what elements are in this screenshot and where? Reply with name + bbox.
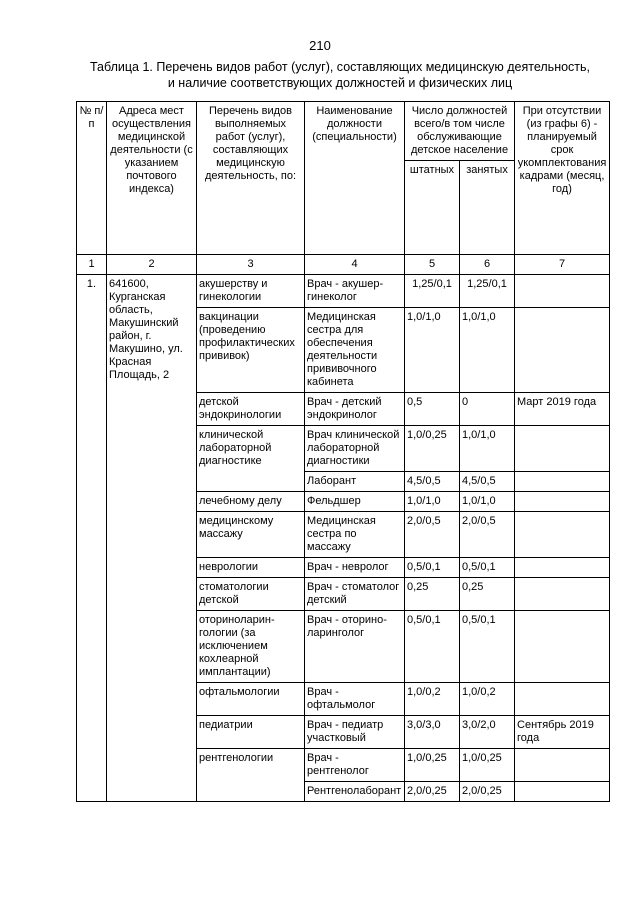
completion-term xyxy=(515,611,610,683)
staff-count: 1,0/0,25 xyxy=(405,749,460,782)
work-type: медицинскому массажу xyxy=(197,512,305,558)
completion-term xyxy=(515,683,610,716)
title-line-1: Таблица 1. Перечень видов работ (услуг), составляющих медицинскую деятельность, xyxy=(89,60,591,74)
header-works: Перечень видов выполняемых работ (услуг), составляющих медицинскую деятельность, по: xyxy=(197,102,305,255)
header-positions-count: Число должностей всего/в том числе обслуживающие детское население xyxy=(405,102,515,161)
work-type: рентгенологии xyxy=(197,749,305,802)
occupied-count: 1,0/1,0 xyxy=(460,308,515,393)
staff-count: 1,0/0,25 xyxy=(405,426,460,472)
occupied-count: 2,0/0,25 xyxy=(460,782,515,802)
staff-count: 1,0/0,2 xyxy=(405,683,460,716)
header-num: № п/п xyxy=(77,102,107,255)
position-name: Рентгенолаборант xyxy=(305,782,405,802)
position-name: Врач - стоматолог детский xyxy=(305,578,405,611)
staff-count: 0,5/0,1 xyxy=(405,558,460,578)
occupied-count: 1,0/1,0 xyxy=(460,492,515,512)
header-address: Адреса мест осуществления медицинской деятельности (с указанием почтового индекса) xyxy=(107,102,197,255)
staff-count: 0,5/0,1 xyxy=(405,611,460,683)
position-name: Врач - невролог xyxy=(305,558,405,578)
completion-term: Сентябрь 2019 года xyxy=(515,716,610,749)
work-type: клинической лабораторной диагностике xyxy=(197,426,305,492)
table-row xyxy=(77,275,610,308)
title-line-2: и наличие соответствующих должностей и физических лиц xyxy=(167,75,513,90)
occupied-count: 1,0/0,2 xyxy=(460,683,515,716)
page-number: 210 xyxy=(309,38,331,53)
occupied-count: 0,5/0,1 xyxy=(460,558,515,578)
header-term: При отсутствии (из графы 6) - планируемый срок укомплектования кадрами (месяц, год) xyxy=(515,102,610,255)
position-name: Лаборант xyxy=(305,472,405,492)
position-name: Врач - рентгенолог xyxy=(305,749,405,782)
work-type: вакцинации (проведению профилактических прививок) xyxy=(197,308,305,393)
header-occupied: занятых xyxy=(460,161,515,255)
position-name: Врач - оторино-ларинголог xyxy=(305,611,405,683)
work-type: лечебному делу xyxy=(197,492,305,512)
col-number: 2 xyxy=(107,255,197,275)
position-name: Фельдшер xyxy=(305,492,405,512)
position-name: Медицинская сестра для обеспечения деятельности прививочного кабинета xyxy=(305,308,405,393)
position-name: Врач клинической лабораторной диагностики xyxy=(305,426,405,472)
column-numbers-row xyxy=(77,255,610,275)
occupied-count: 1,25/0,1 xyxy=(460,275,515,308)
work-type: педиатрии xyxy=(197,716,305,749)
position-name: Врач - детский эндокринолог xyxy=(305,393,405,426)
completion-term xyxy=(515,749,610,782)
col-number: 7 xyxy=(515,255,610,275)
header-staff: штатных xyxy=(405,161,460,255)
staff-count: 0,25 xyxy=(405,578,460,611)
completion-term xyxy=(515,558,610,578)
staff-count: 1,25/0,1 xyxy=(405,275,460,308)
staff-count: 4,5/0,5 xyxy=(405,472,460,492)
staff-count: 2,0/0,5 xyxy=(405,512,460,558)
completion-term xyxy=(515,782,610,802)
completion-term xyxy=(515,512,610,558)
work-type: стоматологии детской xyxy=(197,578,305,611)
work-type: детской эндокринологии xyxy=(197,393,305,426)
occupied-count: 1,0/1,0 xyxy=(460,426,515,472)
occupied-count: 3,0/2,0 xyxy=(460,716,515,749)
staff-count: 1,0/1,0 xyxy=(405,308,460,393)
staff-count: 0,5 xyxy=(405,393,460,426)
completion-term xyxy=(515,578,610,611)
occupied-count: 4,5/0,5 xyxy=(460,472,515,492)
position-name: Врач - акушер-гинеколог xyxy=(305,275,405,308)
work-type: оториноларин-гологии (за исключением кохлеарной имплантации) xyxy=(197,611,305,683)
work-type: неврологии xyxy=(197,558,305,578)
col-number: 6 xyxy=(460,255,515,275)
completion-term xyxy=(515,308,610,393)
header-position: Наименование должности (специальности) xyxy=(305,102,405,255)
header-row xyxy=(77,102,610,161)
completion-term: Март 2019 года xyxy=(515,393,610,426)
completion-term xyxy=(515,275,610,308)
occupied-count: 2,0/0,5 xyxy=(460,512,515,558)
position-name: Врач - педиатр участковый xyxy=(305,716,405,749)
col-number: 5 xyxy=(405,255,460,275)
occupied-count: 0,5/0,1 xyxy=(460,611,515,683)
works-table xyxy=(76,101,610,802)
completion-term xyxy=(515,492,610,512)
position-name: Врач - офтальмолог xyxy=(305,683,405,716)
staff-count: 3,0/3,0 xyxy=(405,716,460,749)
staff-count: 2,0/0,25 xyxy=(405,782,460,802)
col-number: 4 xyxy=(305,255,405,275)
col-number: 1 xyxy=(77,255,107,275)
entry-number: 1. xyxy=(77,275,107,802)
occupied-count: 1,0/0,25 xyxy=(460,749,515,782)
work-type: офтальмологии xyxy=(197,683,305,716)
occupied-count: 0 xyxy=(460,393,515,426)
occupied-count: 0,25 xyxy=(460,578,515,611)
entry-address: 641600, Курганская область, Макушинский район, г. Макушино, ул. Красная Площадь, 2 xyxy=(107,275,197,802)
staff-count: 1,0/1,0 xyxy=(405,492,460,512)
completion-term xyxy=(515,426,610,472)
work-type: акушерству и гинекологии xyxy=(197,275,305,308)
col-number: 3 xyxy=(197,255,305,275)
table-title xyxy=(60,60,620,91)
position-name: Медицинская сестра по массажу xyxy=(305,512,405,558)
completion-term xyxy=(515,472,610,492)
